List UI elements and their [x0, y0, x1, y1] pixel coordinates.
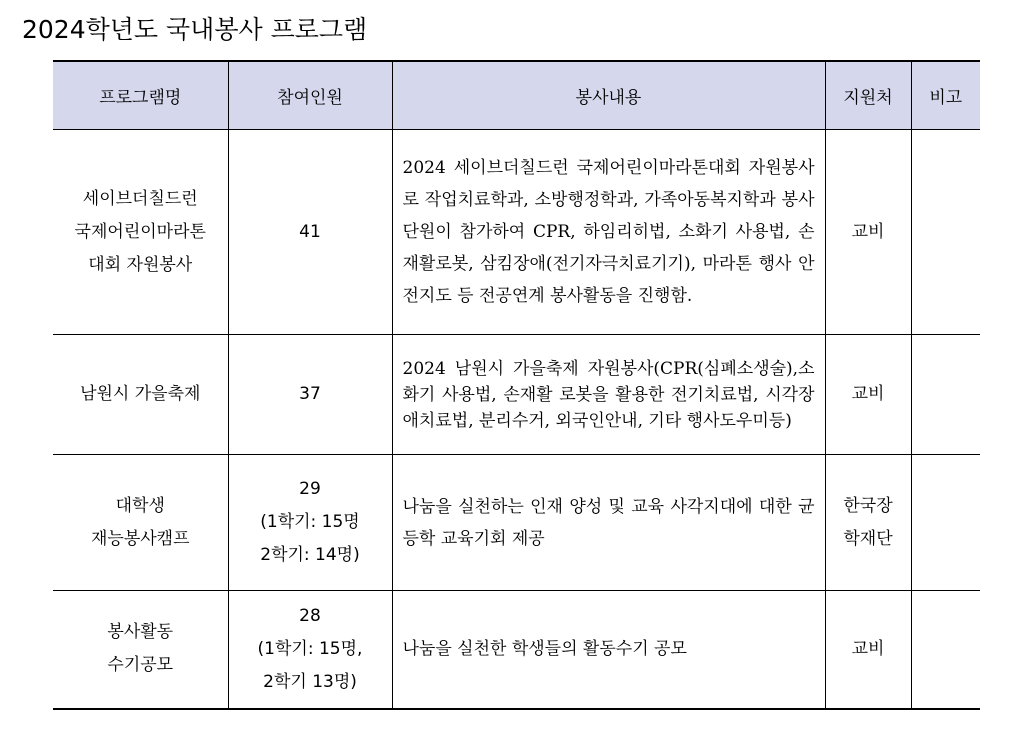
participants-cell [228, 335, 392, 455]
participants-line: 29 [299, 479, 321, 499]
participants-line: (1학기: 15명, [257, 638, 363, 659]
note-cell [911, 455, 980, 591]
program-name-cell [53, 591, 228, 709]
note-cell [911, 335, 980, 455]
participants-cell [228, 130, 392, 335]
table-row [53, 335, 980, 455]
content-cell: 나눔을 실천하는 인재 양성 및 교육 사각지대에 대한 균등학 교육기회 제공 [392, 455, 825, 591]
program-name-line: 봉사활동 [107, 622, 174, 643]
header-program-name: 프로그램명 [53, 61, 228, 130]
table-row [53, 591, 980, 709]
program-name-cell [53, 455, 228, 591]
support-cell: 교비 [825, 335, 911, 455]
participants-line: 41 [299, 221, 321, 242]
participants-line: 2학기: 14명) [260, 545, 360, 565]
program-name-cell [53, 130, 228, 335]
note-cell [911, 130, 980, 335]
program-name-line: 수기공모 [107, 655, 174, 676]
support-line: 한국장 [843, 495, 893, 516]
note-cell [911, 591, 980, 709]
content-cell: 나눔을 실천한 학생들의 활동수기 공모 [392, 591, 825, 709]
participants-line: 28 [299, 605, 321, 626]
program-name-line: 대회 자원봉사 [88, 254, 193, 275]
program-name-line: 남원시 가을축제 [80, 384, 201, 404]
support-cell: 교비 [825, 130, 911, 335]
support-line: 학재단 [843, 528, 893, 549]
header-support: 지원처 [825, 61, 911, 130]
participants-cell [228, 455, 392, 591]
participants-cell [228, 591, 392, 709]
participants-line: 37 [299, 384, 321, 404]
program-name-cell [53, 335, 228, 455]
table-row [53, 130, 980, 335]
content-cell: 2024 세이브더칠드런 국제어린이마라톤대회 자원봉사로 작업치료학과, 소방행정학과, 가족아동복지학과 봉사단원이 참가하여 CPR, 하임리히법, 소화기 사용법, 손 재활로봇, 삼킴장애(전기자극치료기기), 마라톤 행사 안전지도 등 전공연계 봉사활동을 진행함. [392, 130, 825, 335]
volunteer-program-table [53, 60, 980, 710]
participants-line: 2학기 13명) [263, 671, 357, 692]
support-cell [825, 455, 911, 591]
support-cell: 교비 [825, 591, 911, 709]
header-note: 비고 [911, 61, 980, 130]
page-title: 2024학년도 국내봉사 프로그램 [22, 15, 368, 44]
header-participants: 참여인원 [228, 61, 392, 130]
header-content: 봉사내용 [392, 61, 825, 130]
table-row [53, 455, 980, 591]
header-row [53, 61, 980, 130]
participants-line: (1학기: 15명 [260, 512, 360, 532]
program-name-line: 대학생 [115, 495, 165, 516]
program-name-line: 국제어린이마라톤 [74, 221, 206, 242]
content-cell: 2024 남원시 가을축제 자원봉사(CPR(심폐소생술),소화기 사용법, 손재활 로봇을 활용한 전기치료법, 시각장애치료법, 분리수거, 외국인안내, 기타 행사도우미등) [392, 335, 825, 455]
program-name-line: 세이브더칠드런 [82, 188, 198, 209]
program-name-line: 재능봉사캠프 [90, 528, 190, 549]
